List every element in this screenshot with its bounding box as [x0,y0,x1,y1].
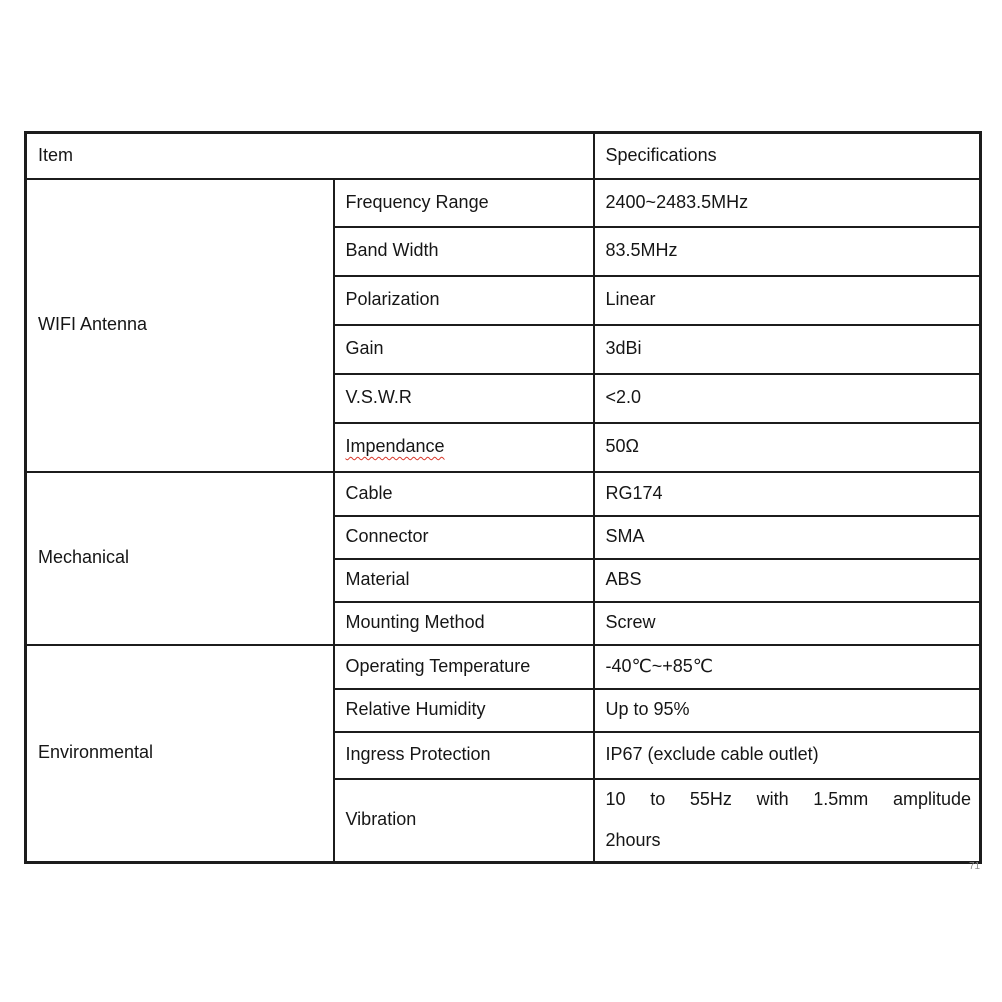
table-header-row [26,133,981,179]
value-polarization: Linear [594,276,981,325]
label-mounting-method: Mounting Method [334,602,594,645]
category-mechanical: Mechanical [26,472,334,645]
vibration-value-line2: 2hours [605,830,661,851]
specification-table [24,131,982,864]
label-impendance [334,423,594,472]
scan-artifact: 71 [969,861,981,872]
value-cable: RG174 [594,472,981,516]
value-gain: 3dBi [594,325,981,374]
label-ingress-protection: Ingress Protection [334,732,594,779]
label-gain: Gain [334,325,594,374]
value-vswr: <2.0 [594,374,981,423]
label-connector: Connector [334,516,594,559]
impendance-misspelled-text: Impendance [345,436,445,457]
value-band-width: 83.5MHz [594,227,981,276]
category-environmental: Environmental [26,645,334,863]
value-relative-humidity: Up to 95% [594,689,981,732]
table-row [26,645,981,689]
value-vibration [594,779,981,863]
label-cable: Cable [334,472,594,516]
label-vswr: V.S.W.R [334,374,594,423]
header-item-cell: Item [26,133,594,179]
vibration-value-line1: 10 to 55Hz with 1.5mm amplitude [605,788,972,809]
category-wifi-antenna: WIFI Antenna [26,179,334,472]
value-impendance: 50Ω [594,423,981,472]
label-relative-humidity: Relative Humidity [334,689,594,732]
value-operating-temperature: -40℃~+85℃ [594,645,981,689]
value-connector: SMA [594,516,981,559]
label-operating-temperature: Operating Temperature [334,645,594,689]
label-band-width: Band Width [334,227,594,276]
value-ingress-protection: IP67 (exclude cable outlet) [594,732,981,779]
table-row [26,179,981,227]
value-frequency-range: 2400~2483.5MHz [594,179,981,227]
label-vibration: Vibration [334,779,594,863]
header-specifications-cell: Specifications [594,133,981,179]
table-row [26,472,981,516]
value-material: ABS [594,559,981,602]
label-frequency-range: Frequency Range [334,179,594,227]
label-material: Material [334,559,594,602]
label-polarization: Polarization [334,276,594,325]
value-mounting-method: Screw [594,602,981,645]
